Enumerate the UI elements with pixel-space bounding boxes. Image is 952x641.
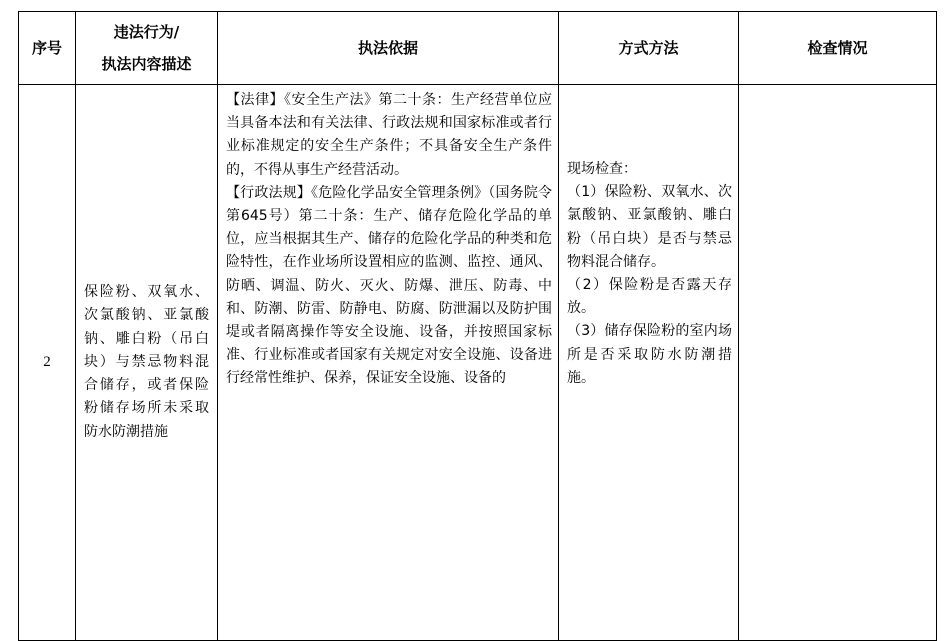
method-item-1: （1）保险粉、双氧水、次氯酸钠、亚氯酸钠、雕白粉（吊白块）是否与禁忌物料混合储存。 — [567, 184, 732, 270]
basis-content — [226, 89, 552, 567]
description-cell: 保险粉、双氧水、次氯酸钠、亚氯酸钠、雕白粉（吊白块）与禁忌物料混合储存，或者保险粉储存场所未采取防水防潮措施 — [76, 85, 218, 641]
header-method: 方式方法 — [559, 12, 739, 85]
header-result: 检查情况 — [739, 12, 937, 85]
seq-cell: 2 — [19, 85, 76, 641]
basis-cell — [218, 85, 559, 641]
header-behavior — [76, 12, 218, 85]
inspection-table — [18, 11, 937, 641]
basis-law: 【法律】《安全生产法》第二十条：生产经营单位应当具备本法和有关法律、行政法规和国家标准或者行业标准规定的安全生产条件；不具备安全生产条件的，不得从事生产经营活动。 — [226, 92, 552, 178]
method-item-2: （2）保险粉是否露天存放。 — [567, 277, 732, 317]
basis-regulation: 【行政法规】《危险化学品安全管理条例》（国务院令第645号）第二十条：生产、储存危险化学品的单位，应当根据其生产、储存的危险化学品的种类和危险特性，在作业场所设置相应的监测、监控、通风、防晒、调温、防火、灭火、防爆、泄压、防毒、中和、防潮、防雷、防静电、防腐、防泄漏以及防护围堤或者隔离操作等安全设施、设备，并按照国家标准、行业标准或者国家有关规定对安全设施、设备进行经常性维护、保养，保证安全设施、设备的 — [226, 184, 552, 387]
method-cell — [559, 85, 739, 641]
table-row — [19, 85, 937, 641]
header-basis: 执法依据 — [218, 12, 559, 85]
header-behavior-line2: 执法内容描述 — [101, 55, 192, 73]
header-seq: 序号 — [19, 12, 76, 85]
header-behavior-line1: 违法行为/ — [113, 23, 180, 41]
method-intro: 现场检查： — [567, 161, 637, 177]
method-item-3: （3）储存保险粉的室内场所是否采取防水防潮措施。 — [567, 323, 732, 386]
result-cell[interactable] — [739, 85, 937, 641]
header-row — [19, 12, 937, 85]
